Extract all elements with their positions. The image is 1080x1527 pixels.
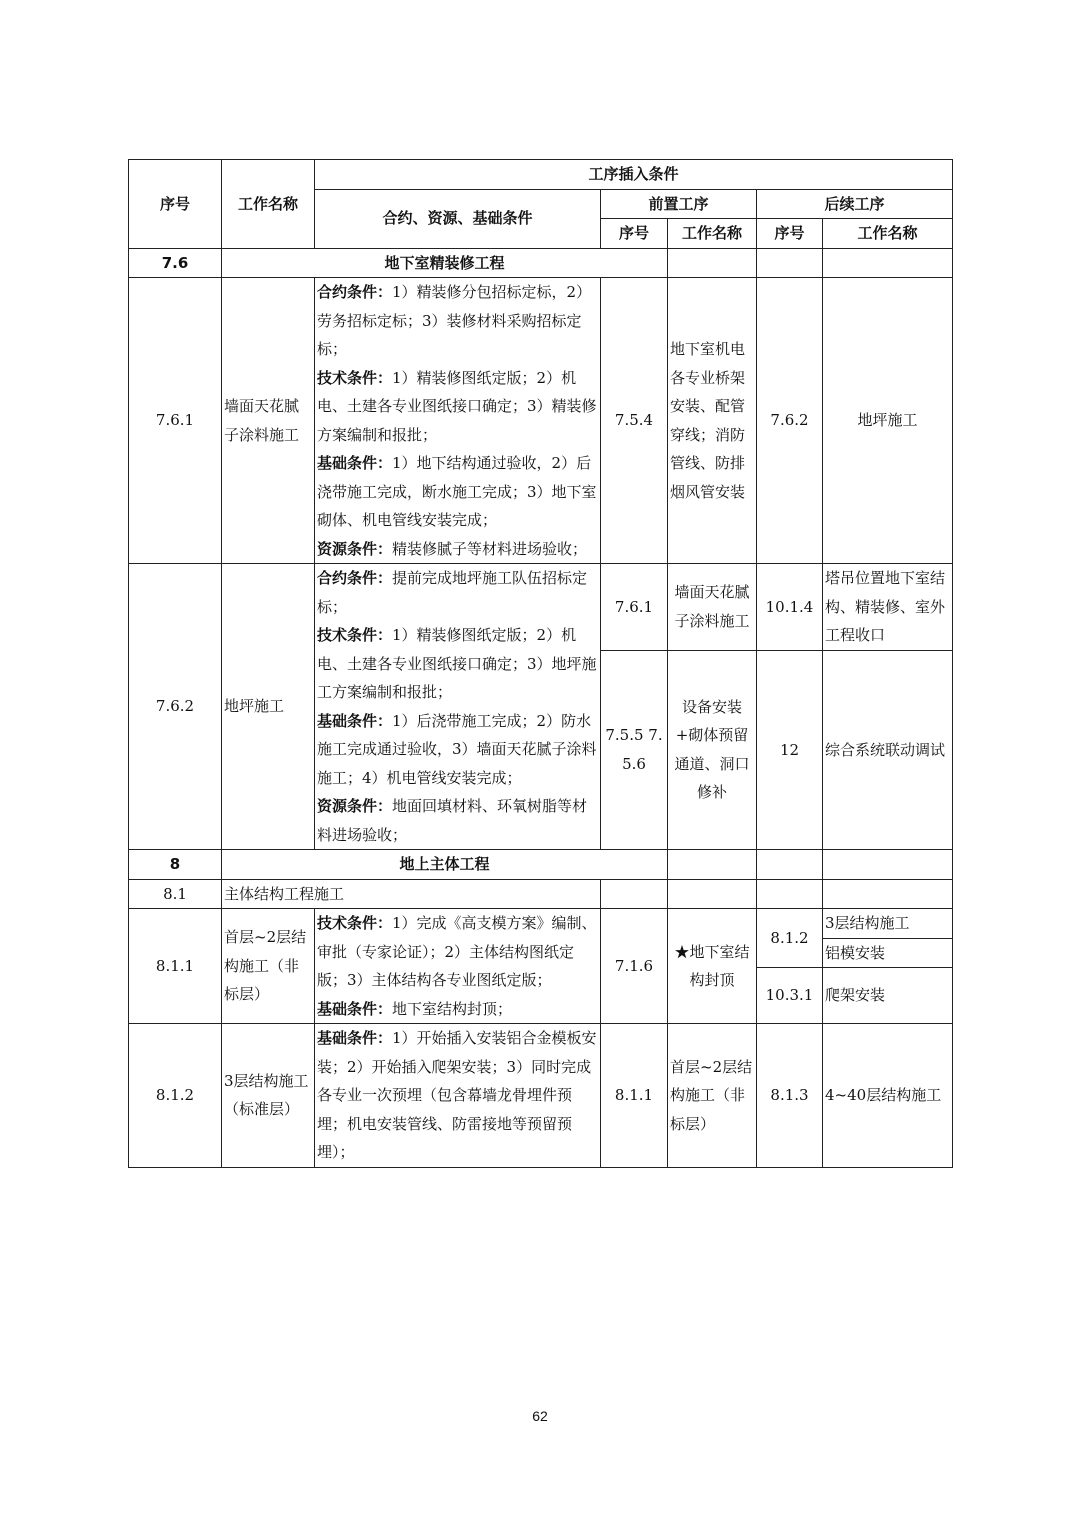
header-pre-process: 前置工序 [601, 189, 757, 219]
section-row [129, 248, 953, 278]
row-conditions [315, 278, 601, 564]
cond-text: 地面回填材料、环氧树脂等材料进场验收； [317, 797, 588, 844]
row-conditions [315, 909, 601, 1024]
cond-label: 基础条件： [317, 454, 393, 472]
header-post-name: 工作名称 [823, 219, 953, 249]
cond-label: 基础条件： [317, 711, 393, 730]
cond-text: 1）精装修图纸定版；2）机电、土建各专业图纸接口确定；3）精装修方案编制和报批； [317, 368, 597, 444]
row-seq: 8.1.2 [129, 1024, 222, 1168]
row-conditions [315, 1024, 601, 1168]
pre-name: 设备安装+砌体预留通道、洞口修补 [668, 650, 757, 849]
cond-text: 1）后浇带施工完成；2）防水施工完成通过验收，3）墙面天花腻子涂料施工；4）机电管线安装完成； [317, 711, 597, 787]
cond-text: 1）地下结构通过验收，2）后浇带施工完成，断水施工完成；3）地下室砌体、机电管线安装完成； [317, 454, 597, 529]
section-title: 地上主体工程 [222, 850, 668, 880]
post-name: 综合系统联动调试 [823, 650, 953, 849]
row-work-name: 3层结构施工（标准层） [222, 1024, 315, 1168]
table-row [129, 909, 953, 968]
row-seq: 8.1.1 [129, 909, 222, 1024]
header-insert-conditions: 工序插入条件 [315, 160, 953, 190]
post-seq: 12 [757, 650, 823, 849]
header-post-seq: 序号 [757, 219, 823, 249]
post-name: 地坪施工 [823, 278, 953, 564]
cond-label: 合约条件： [317, 283, 393, 301]
cond-text: 1）精装修分包招标定标，2）劳务招标定标；3）装修材料采购招标定标； [317, 283, 592, 358]
post-name: 爬架安装 [823, 968, 953, 1024]
cond-label: 资源条件： [317, 539, 393, 558]
post-name: 塔吊位置地下室结构、精装修、室外工程收口 [823, 564, 953, 651]
pre-name: 墙面天花腻子涂料施工 [668, 564, 757, 651]
cond-text: 地下室结构封顶； [392, 999, 513, 1018]
header-post-process: 后续工序 [757, 189, 953, 219]
cond-text: 1）开始插入安装铝合金模板安装；2）开始插入爬架安装；3）同时完成各专业一次预埋（包含幕墙龙骨埋件预埋；机电安装管线、防雷接地等预留预埋）； [317, 1029, 597, 1161]
header-seq: 序号 [129, 160, 222, 249]
post-name: 铝模安装 [825, 943, 886, 962]
post-seq: 7.6.2 [757, 278, 823, 564]
row-work-name: 首层~2层结构施工（非标层） [222, 909, 315, 1024]
post-name: 3层结构施工 [823, 909, 952, 939]
section-title: 主体结构工程施工 [222, 879, 601, 909]
section-seq: 7.6 [129, 248, 222, 278]
section-seq: 8 [129, 850, 222, 880]
pre-seq: 7.6.1 [601, 564, 668, 651]
cond-label: 技术条件： [317, 368, 393, 387]
table-row [129, 278, 953, 564]
row-work-name: 墙面天花腻子涂料施工 [222, 278, 315, 564]
cond-label: 资源条件： [317, 797, 393, 815]
cond-label: 合约条件： [317, 569, 393, 587]
header-contract-conditions: 合约、资源、基础条件 [315, 189, 601, 248]
row-seq: 7.6.1 [129, 278, 222, 564]
page-number: 62 [532, 1408, 548, 1424]
cond-text: 1）完成《高支模方案》编制、审批（专家论证）；2）主体结构图纸定版；3）主体结构各专业图纸定版； [317, 914, 597, 989]
pre-name: 地下室机电各专业桥架安装、配管穿线；消防管线、防排烟风管安装 [668, 278, 757, 564]
section-row [129, 879, 953, 909]
table-row [129, 564, 953, 651]
post-seq: 8.1.3 [757, 1024, 823, 1168]
cond-label: 技术条件： [317, 914, 393, 932]
cond-label: 技术条件： [317, 626, 393, 644]
pre-seq: 7.5.5 7.5.6 [601, 650, 668, 849]
cond-text: 精装修腻子等材料进场验收； [392, 539, 588, 558]
post-seq: 8.1.2 [757, 909, 823, 968]
table-row [129, 1024, 953, 1168]
cond-label: 基础条件： [317, 999, 393, 1018]
section-row [129, 850, 953, 880]
header-pre-name: 工作名称 [668, 219, 757, 249]
row-conditions [315, 564, 601, 850]
pre-seq: 8.1.1 [601, 1024, 668, 1168]
header-pre-seq: 序号 [601, 219, 668, 249]
pre-seq: 7.5.4 [601, 278, 668, 564]
section-seq: 8.1 [129, 879, 222, 909]
cond-text: 1）精装修图纸定版；2）机电、土建各专业图纸接口确定；3）地坪施工方案编制和报批； [317, 626, 597, 701]
pre-name: ★地下室结构封顶 [668, 909, 757, 1024]
post-name-split [823, 909, 953, 968]
row-work-name: 地坪施工 [222, 564, 315, 850]
cond-label: 基础条件： [317, 1029, 393, 1047]
header-work-name: 工作名称 [222, 160, 315, 249]
post-seq: 10.1.4 [757, 564, 823, 651]
process-table [128, 159, 953, 1168]
post-seq: 10.3.1 [757, 968, 823, 1024]
cond-text: 提前完成地坪施工队伍招标定标； [317, 569, 588, 616]
pre-seq: 7.1.6 [601, 909, 668, 1024]
row-seq: 7.6.2 [129, 564, 222, 850]
section-title: 地下室精装修工程 [222, 248, 668, 278]
pre-name: 首层~2层结构施工（非标层） [668, 1024, 757, 1168]
post-name: 4~40层结构施工 [823, 1024, 953, 1168]
